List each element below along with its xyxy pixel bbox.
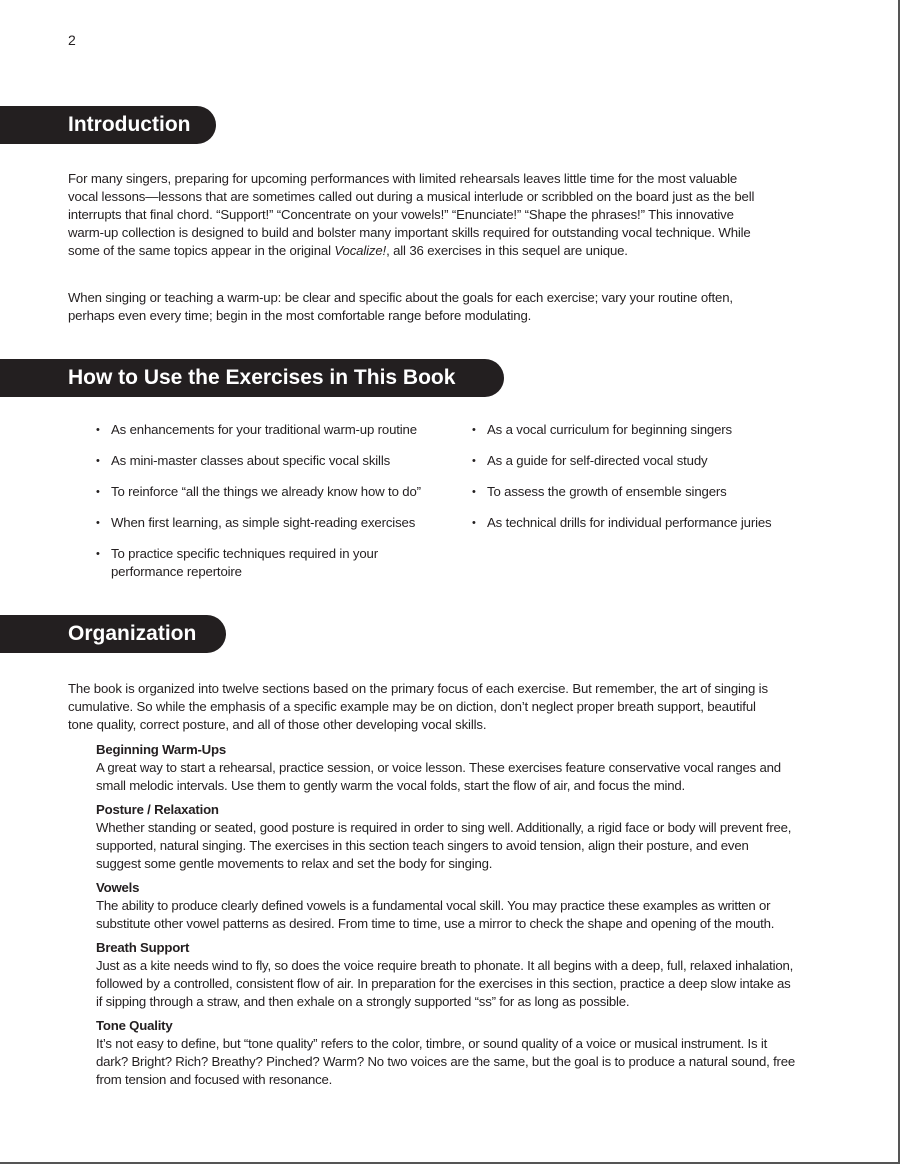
section-description: It’s not easy to define, but “tone quality” refers to the color, timbre, or sound quality of a voice or musical instrument. Is it dark? Bright? Rich? Breathy? Pinched? Warm? No two voices are the same, but the goal is to produce a natural sound, free from tension and focused with resonance. <box>96 1036 796 1087</box>
page-number: 2 <box>68 32 76 48</box>
section-posture-relaxation <box>96 801 796 873</box>
section-description: Whether standing or seated, good posture is required in order to sing well. Additionally, a rigid face or body will prevent free, supported, natural singing. The exercises in this section teach singers to avoid tension, align their posture, and even suggest some gentle movements to relax and set the body for singing. <box>96 820 792 871</box>
list-item: • As technical drills for individual performance juries <box>470 514 890 532</box>
section-title: Breath Support <box>96 940 190 955</box>
section-title: Beginning Warm-Ups <box>96 742 226 757</box>
section-vowels <box>96 879 796 933</box>
list-item: • As a vocal curriculum for beginning singers <box>470 421 890 439</box>
list-item: • To practice specific techniques required in your performance repertoire <box>94 545 411 581</box>
introduction-paragraph-1 <box>68 170 768 260</box>
section-description: The ability to produce clearly defined vowels is a fundamental vocal skill. You may practice these examples as written or substitute other vowel patterns as desired. From time to time, use a mirror to check the shape and opening of the mouth. <box>96 898 775 931</box>
list-item: • To assess the growth of ensemble singers <box>470 483 890 501</box>
section-title: Posture / Relaxation <box>96 802 219 817</box>
section-tone-quality <box>96 1017 796 1089</box>
section-description: A great way to start a rehearsal, practice session, or voice lesson. These exercises feature conservative vocal ranges and small melodic intervals. Use them to gently warm the vocal folds, start the flow of air, and focus the mind. <box>96 760 781 793</box>
section-title: Vowels <box>96 880 140 895</box>
introduction-paragraph-1-start: For many singers, preparing for upcoming performances with limited rehearsals leaves little time for the most valuable vocal lessons—lessons that are sometimes called out during a musical interlude or scribbled on the board just as the bell interrupts that final chord. “Support!” “Concentrate on your vowels!” “Enunciate!” “Shape the phrases!” This innovative warm-up collection is designed to build and bolster many important skills required for outstanding vocal technique. While some of the same topics appear in the original <box>68 171 755 258</box>
list-item: • As a guide for self-directed vocal study <box>470 452 890 470</box>
introduction-paragraph-1-end: , all 36 exercises in this sequel are unique. <box>386 243 628 258</box>
section-breath-support <box>96 939 796 1011</box>
organization-intro: The book is organized into twelve sections based on the primary focus of each exercise. But remember, the art of singing is cumulative. So while the emphasis of a specific example may be on diction, don’t neglect proper breath support, beautiful tone quality, correct posture, and all of those other developing vocal skills. <box>68 681 768 732</box>
organization-heading: Organization <box>0 615 226 653</box>
list-item: • When first learning, as simple sight-reading exercises <box>94 514 454 532</box>
list-item: • As enhancements for your traditional warm-up routine <box>94 421 454 439</box>
introduction-paragraph-2: When singing or teaching a warm-up: be clear and specific about the goals for each exercise; vary your routine often, perhaps even every time; begin in the most comfortable range before modulating. <box>68 290 733 323</box>
vocalize-title: Vocalize! <box>334 243 387 258</box>
section-description: Just as a kite needs wind to fly, so does the voice require breath to phonate. It all begins with a deep, full, relaxed inhalation, followed by a controlled, consistent flow of air. In preparation for the exercises in this section, practice a deep slow intake as if sipping through a straw, and then exhale on a strongly supported “ss” for as long as possible. <box>96 958 794 1009</box>
organization-sections <box>96 741 796 1095</box>
how-to-use-left-list <box>94 421 454 594</box>
how-to-use-right-list <box>470 421 890 545</box>
section-title: Tone Quality <box>96 1018 173 1033</box>
list-item: • To reinforce “all the things we already know how to do” <box>94 483 454 501</box>
list-item: • As mini-master classes about specific vocal skills <box>94 452 454 470</box>
introduction-heading: Introduction <box>0 106 216 144</box>
how-to-use-heading: How to Use the Exercises in This Book <box>0 359 504 397</box>
section-beginning-warm-ups <box>96 741 796 795</box>
